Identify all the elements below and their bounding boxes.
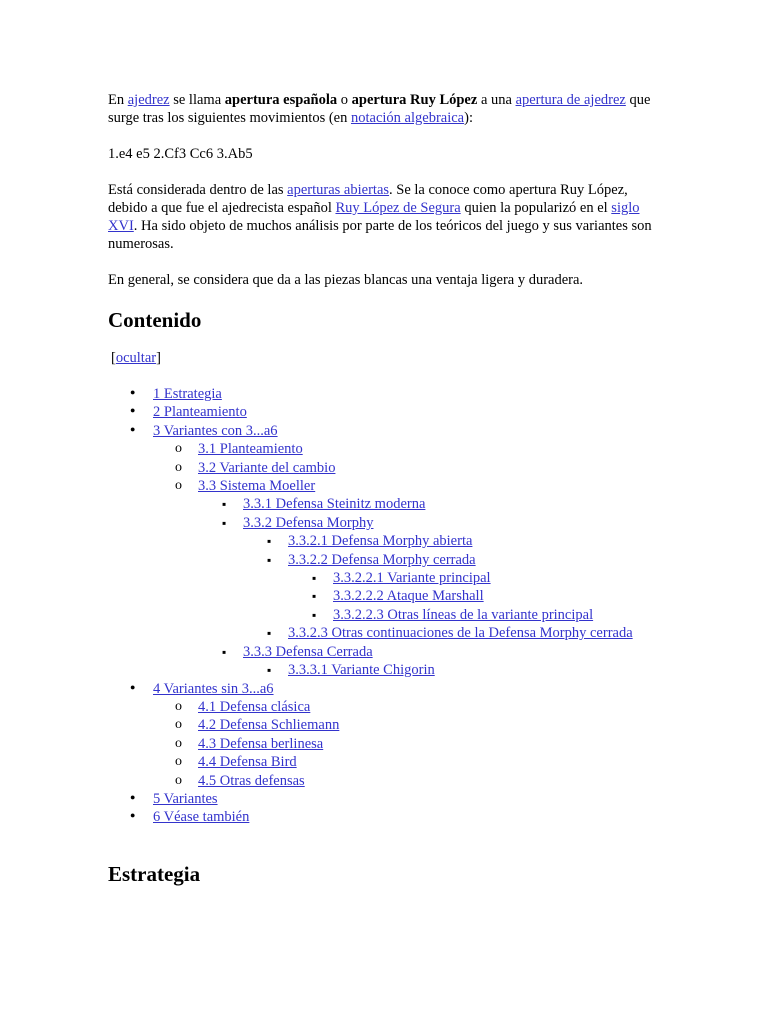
- circle-bullet-icon: [175, 716, 182, 734]
- circle-bullet-icon: [175, 753, 182, 771]
- toc-item: [108, 403, 668, 421]
- toc-link[interactable]: 4 Variantes sin 3...a6: [153, 680, 274, 697]
- toc-heading: Contenido: [108, 308, 202, 332]
- disc-bullet-icon: [130, 422, 135, 440]
- toc-link[interactable]: 3.3.2.2.2 Ataque Marshall: [333, 588, 484, 605]
- toc-item: [108, 643, 668, 661]
- moves-line: 1.e4 e5 2.Cf3 Cc6 3.Ab5: [108, 146, 253, 162]
- toc-item: [108, 440, 668, 458]
- toc-item: [108, 477, 668, 495]
- circle-bullet-icon: [175, 477, 182, 495]
- toc-item: [108, 422, 668, 440]
- intro-paragraph: [108, 91, 668, 127]
- link-apertura-de-ajedrez[interactable]: apertura de ajedrez: [515, 92, 626, 108]
- toc-item: [108, 606, 668, 624]
- toc-item: [108, 753, 668, 771]
- intro-text-4: a una: [477, 92, 516, 108]
- disc-bullet-icon: [130, 808, 135, 826]
- toc-item: [108, 514, 668, 532]
- toc-item: [108, 459, 668, 477]
- toc-link[interactable]: 4.5 Otras defensas: [198, 772, 305, 789]
- toc-item: [108, 698, 668, 716]
- table-of-contents: [108, 385, 668, 827]
- square-bullet-icon: [267, 661, 271, 680]
- toc-link[interactable]: 3.1 Planteamiento: [198, 441, 303, 458]
- toc-link[interactable]: 2 Planteamiento: [153, 404, 247, 421]
- circle-bullet-icon: [175, 698, 182, 716]
- toc-item: [108, 661, 668, 679]
- intro-text-2: se llama: [169, 92, 225, 108]
- circle-bullet-icon: [175, 735, 182, 753]
- toc-item: [108, 551, 668, 569]
- toc-item: [108, 587, 668, 605]
- toc-link[interactable]: 6 Véase también: [153, 809, 250, 826]
- toc-item: [108, 532, 668, 550]
- disc-bullet-icon: [130, 403, 135, 421]
- toc-link[interactable]: 3.3.2.2 Defensa Morphy cerrada: [288, 551, 476, 568]
- toc-item: [108, 735, 668, 753]
- toc-hide-link[interactable]: ocultar: [115, 350, 157, 366]
- summary-paragraph: En general, se considera que da a las piezas blancas una ventaja ligera y duradera.: [108, 272, 584, 288]
- circle-bullet-icon: [175, 459, 182, 477]
- square-bullet-icon: [267, 624, 271, 643]
- circle-bullet-icon: [175, 440, 182, 458]
- toc-link[interactable]: 3.3.2.2.1 Variante principal: [333, 570, 491, 587]
- square-bullet-icon: [267, 532, 271, 551]
- intro-text-6: ):: [464, 110, 473, 126]
- link-siglo-xvi[interactable]: siglo XVI: [108, 200, 640, 234]
- square-bullet-icon: [312, 569, 316, 588]
- toc-link[interactable]: 3.3.2.2.3 Otras líneas de la variante principal: [333, 606, 594, 623]
- section-heading-estrategia: Estrategia: [108, 861, 201, 886]
- toc-toggle: [111, 349, 668, 367]
- toc-item: [108, 385, 668, 403]
- toc-link[interactable]: 5 Variantes: [153, 790, 218, 807]
- link-aperturas-abiertas[interactable]: aperturas abiertas: [287, 182, 390, 198]
- toc-link[interactable]: 3 Variantes con 3...a6: [153, 422, 278, 439]
- bold-apertura-espanola: apertura española: [224, 92, 338, 108]
- toc-link[interactable]: 4.1 Defensa clásica: [198, 698, 311, 715]
- toc-link[interactable]: 3.3.1 Defensa Steinitz moderna: [243, 496, 426, 513]
- toc-link[interactable]: 4.4 Defensa Bird: [198, 754, 297, 771]
- toggle-bracket-open: [: [111, 350, 116, 366]
- link-notacion-algebraica[interactable]: notación algebraica: [350, 110, 465, 126]
- toc-link[interactable]: 4.3 Defensa berlinesa: [198, 735, 324, 752]
- link-ajedrez[interactable]: ajedrez: [127, 92, 170, 108]
- toc-link[interactable]: 3.2 Variante del cambio: [198, 459, 336, 476]
- article-body: [108, 91, 668, 887]
- link-ruy-lopez-de-segura[interactable]: Ruy López de Segura: [335, 200, 461, 216]
- square-bullet-icon: [267, 551, 271, 570]
- para2-text-4: . Ha sido objeto de muchos análisis por parte de los teóricos del juego y sus variantes son numerosas.: [108, 218, 652, 252]
- square-bullet-icon: [312, 606, 316, 625]
- para2-text-1: Está considerada dentro de las: [108, 182, 288, 198]
- intro-text-1: En: [108, 92, 128, 108]
- toc-link[interactable]: 3.3.3.1 Variante Chigorin: [288, 662, 435, 679]
- toc-link[interactable]: 3.3.2 Defensa Morphy: [243, 514, 374, 531]
- intro-text-3: o: [337, 92, 352, 108]
- toc-link[interactable]: 3.3 Sistema Moeller: [198, 478, 316, 495]
- toc-link[interactable]: 3.3.2.1 Defensa Morphy abierta: [288, 533, 473, 550]
- square-bullet-icon: [222, 495, 226, 514]
- toc-item: [108, 716, 668, 734]
- toc-item: [108, 772, 668, 790]
- toc-item: [108, 569, 668, 587]
- toc-link[interactable]: 3.3.3 Defensa Cerrada: [243, 643, 373, 660]
- toc-link[interactable]: 3.3.2.3 Otras continuaciones de la Defensa Morphy cerrada: [288, 625, 633, 642]
- intro-text-5: que surge tras los siguientes movimientos (en: [108, 92, 651, 126]
- toc-item: [108, 624, 668, 642]
- square-bullet-icon: [222, 514, 226, 533]
- toc-item: [108, 495, 668, 513]
- disc-bullet-icon: [130, 680, 135, 698]
- toc-item: [108, 790, 668, 808]
- para2-text-2: . Se la conoce como apertura Ruy López, debido a que fue el ajedrecista español: [108, 182, 628, 216]
- toc-link[interactable]: 4.2 Defensa Schliemann: [198, 717, 340, 734]
- para2-text-3: quien la popularizó en el: [460, 200, 612, 216]
- square-bullet-icon: [312, 587, 316, 606]
- disc-bullet-icon: [130, 385, 135, 403]
- toggle-bracket-close: ]: [156, 350, 161, 366]
- context-paragraph: [108, 181, 668, 253]
- bold-apertura-ruy-lopez: apertura Ruy López: [351, 92, 478, 108]
- disc-bullet-icon: [130, 790, 135, 808]
- toc-item: [108, 680, 668, 698]
- toc-item: [108, 808, 668, 826]
- toc-link[interactable]: 1 Estrategia: [153, 386, 222, 402]
- circle-bullet-icon: [175, 772, 182, 790]
- square-bullet-icon: [222, 643, 226, 662]
